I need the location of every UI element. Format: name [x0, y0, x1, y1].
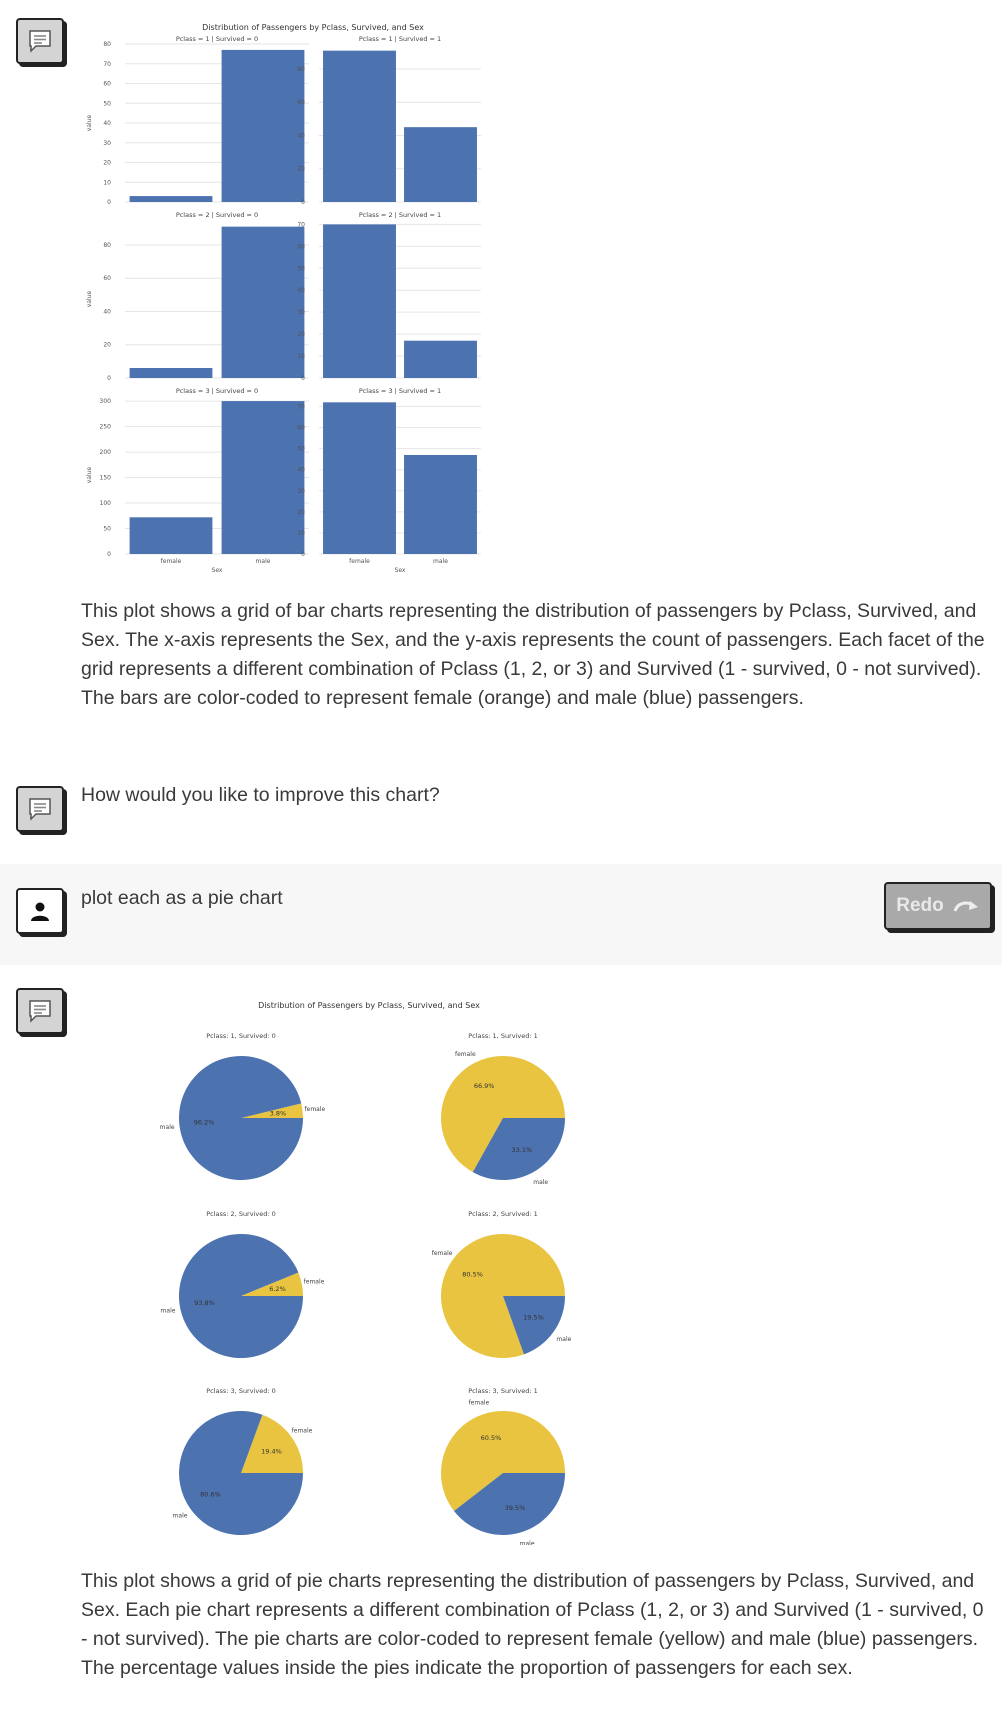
facet-title: Pclass: 1, Survived: 1	[468, 1032, 538, 1040]
y-tick-label: 70	[297, 403, 305, 411]
x-tick-label: male	[255, 558, 271, 565]
y-tick-label: 10	[297, 353, 305, 361]
facet-title: Pclass = 1 | Survived = 0	[175, 35, 259, 43]
bar	[130, 368, 213, 378]
y-tick-label: 20	[297, 331, 305, 339]
chat-bubble-icon	[27, 29, 53, 53]
facet-title: Pclass: 2, Survived: 1	[468, 1210, 538, 1218]
facet-title: Pclass = 3 | Survived = 0	[175, 387, 259, 395]
facet-title: Pclass = 3 | Survived = 1	[358, 387, 442, 395]
y-tick-label: 50	[297, 445, 305, 453]
pct-label: 3.8%	[269, 1109, 287, 1118]
pie-facet	[173, 1387, 313, 1535]
bar	[222, 401, 305, 554]
y-tick-label: 0	[301, 551, 305, 558]
slice-label: male	[159, 1123, 175, 1131]
y-axis-label: value	[86, 290, 93, 308]
y-tick-label: 60	[297, 243, 305, 251]
bar-chart-description: This plot shows a grid of bar charts representing the distribution of passengers by Pclass, Survived, and Sex. The x-axis represents the Sex, and the y-axis represents the count of passengers. Each facet of the grid represents a different combination of Pclass (1, 2, or 3) and Survived (1 - survived, 0 - not survived). The bars are color-coded to represent female (orange) and male (blue) passengers.	[81, 600, 985, 709]
pct-label: 66.9%	[473, 1081, 495, 1090]
y-tick-label: 150	[99, 474, 111, 482]
facet-title: Pclass: 2, Survived: 0	[206, 1210, 276, 1218]
bar	[404, 127, 477, 202]
facet-title: Pclass: 3, Survived: 0	[206, 1387, 276, 1395]
bar	[130, 517, 213, 554]
pct-label: 96.2%	[193, 1118, 215, 1127]
pct-label: 80.5%	[462, 1270, 483, 1279]
user-avatar	[16, 888, 64, 934]
improve-question: How would you like to improve this chart?	[81, 784, 440, 806]
bar-facet	[86, 387, 309, 574]
slice-label: male	[533, 1179, 549, 1187]
y-axis-label: value	[86, 466, 93, 484]
y-tick-label: 10	[103, 179, 111, 187]
bar	[404, 341, 477, 378]
pie-slice	[179, 1234, 303, 1358]
pct-label: 33.1%	[511, 1146, 533, 1155]
slice-label: male	[160, 1307, 176, 1315]
pct-label: 39.5%	[504, 1504, 526, 1513]
y-tick-label: 60	[103, 80, 111, 88]
bar-facet	[297, 387, 481, 574]
facet-title: Pclass = 2 | Survived = 1	[358, 211, 442, 219]
y-tick-label: 0	[301, 199, 305, 206]
pie-chart-title: Distribution of Passengers by Pclass, Survived, and Sex	[258, 1001, 480, 1010]
x-tick-label: female	[349, 558, 370, 565]
pie-facet	[160, 1032, 326, 1180]
y-tick-label: 80	[103, 41, 111, 48]
y-axis-label: value	[86, 114, 93, 132]
y-tick-label: 40	[297, 287, 305, 295]
chat-bubble-icon	[27, 999, 53, 1023]
slice-label: female	[468, 1399, 490, 1407]
slice-label: male	[172, 1512, 188, 1520]
y-tick-label: 250	[99, 423, 111, 431]
redo-arrow-icon	[952, 898, 980, 914]
y-tick-label: 50	[103, 100, 111, 108]
y-tick-label: 20	[103, 159, 111, 167]
user-message	[0, 864, 1002, 965]
y-tick-label: 60	[297, 424, 305, 432]
bot-avatar	[16, 786, 64, 832]
pie-facet	[441, 1032, 565, 1186]
y-tick-label: 40	[103, 120, 111, 127]
pct-label: 80.6%	[200, 1490, 221, 1499]
bar	[222, 227, 305, 378]
slice-label: female	[454, 1050, 476, 1058]
pct-label: 19.5%	[523, 1313, 544, 1322]
redo-button[interactable]	[884, 882, 992, 930]
slice-label: female	[431, 1250, 453, 1258]
chat-bubble-icon	[27, 797, 53, 821]
facet-title: Pclass = 1 | Survived = 1	[358, 35, 442, 43]
pie-chart-description: This plot shows a grid of pie charts representing the distribution of passengers by Pclass, Survived, and Sex. Each pie chart represents a different combination of Pclass (1, 2, or 3) and Survived (1 - survived, 0 - not survived). The pie charts are color-coded to represent female (yellow) and male (blue) passengers. The percentage values inside the pies indicate the proportion of passengers for each sex.	[81, 1570, 984, 1679]
bar-facet	[297, 35, 481, 206]
bar	[222, 50, 305, 202]
y-tick-label: 10	[297, 529, 305, 537]
y-tick-label: 100	[99, 500, 111, 508]
person-icon	[28, 899, 52, 923]
y-tick-label: 50	[103, 525, 111, 533]
bar-chart-figure	[81, 20, 561, 576]
y-tick-label: 60	[297, 99, 305, 107]
user-prompt: plot each as a pie chart	[81, 887, 283, 909]
x-tick-label: male	[433, 558, 448, 565]
y-tick-label: 60	[103, 275, 111, 283]
bar	[323, 51, 396, 202]
pct-label: 6.2%	[269, 1284, 286, 1293]
y-tick-label: 30	[297, 309, 305, 317]
facet-title: Pclass = 2 | Survived = 0	[175, 211, 259, 219]
y-tick-label: 20	[103, 341, 111, 349]
bar-facet	[297, 211, 481, 382]
y-tick-label: 70	[103, 60, 111, 68]
slice-label: female	[291, 1427, 313, 1435]
slice-label: female	[303, 1278, 325, 1286]
slice-label: female	[304, 1106, 326, 1114]
pie-facet	[161, 1210, 325, 1358]
bot-avatar	[16, 988, 64, 1034]
slice-label: male	[519, 1540, 535, 1545]
y-tick-label: 0	[107, 375, 111, 382]
y-tick-label: 40	[103, 308, 111, 316]
x-tick-label: female	[160, 558, 182, 565]
pie-chart-figure	[81, 990, 601, 1545]
y-tick-label: 300	[99, 398, 111, 406]
pie-facet	[441, 1387, 565, 1545]
y-tick-label: 0	[107, 199, 111, 206]
bar-facet	[86, 211, 309, 382]
pie-facet	[432, 1210, 572, 1358]
y-tick-label: 40	[297, 466, 305, 474]
y-tick-label: 50	[297, 265, 305, 273]
y-tick-label: 0	[107, 551, 111, 558]
x-axis-label: Sex	[211, 567, 223, 574]
x-axis-label: Sex	[394, 567, 406, 574]
bar-facet	[86, 35, 309, 206]
facet-title: Pclass: 3, Survived: 1	[468, 1387, 538, 1395]
y-tick-label: 20	[297, 165, 305, 173]
y-tick-label: 20	[297, 508, 305, 516]
bar	[130, 196, 213, 202]
y-tick-label: 80	[297, 65, 305, 73]
bar-chart-svg	[81, 20, 561, 576]
bar	[323, 402, 396, 554]
slice-label: male	[556, 1335, 572, 1343]
pct-label: 60.5%	[480, 1433, 502, 1442]
y-tick-label: 200	[99, 449, 111, 457]
y-tick-label: 30	[103, 139, 111, 147]
pct-label: 93.8%	[194, 1299, 215, 1308]
bar-chart-title: Distribution of Passengers by Pclass, Survived, and Sex	[202, 23, 424, 32]
facet-title: Pclass: 1, Survived: 0	[206, 1032, 276, 1040]
bot-avatar	[16, 18, 64, 64]
y-tick-label: 80	[103, 241, 111, 249]
y-tick-label: 30	[297, 487, 305, 495]
pie-chart-svg	[81, 990, 601, 1545]
bar	[404, 455, 477, 554]
y-tick-label: 0	[301, 375, 305, 382]
bar	[323, 224, 396, 378]
y-tick-label: 70	[297, 221, 305, 229]
pct-label: 19.4%	[261, 1447, 282, 1456]
redo-label: Redo	[896, 895, 944, 916]
y-tick-label: 40	[297, 132, 305, 140]
